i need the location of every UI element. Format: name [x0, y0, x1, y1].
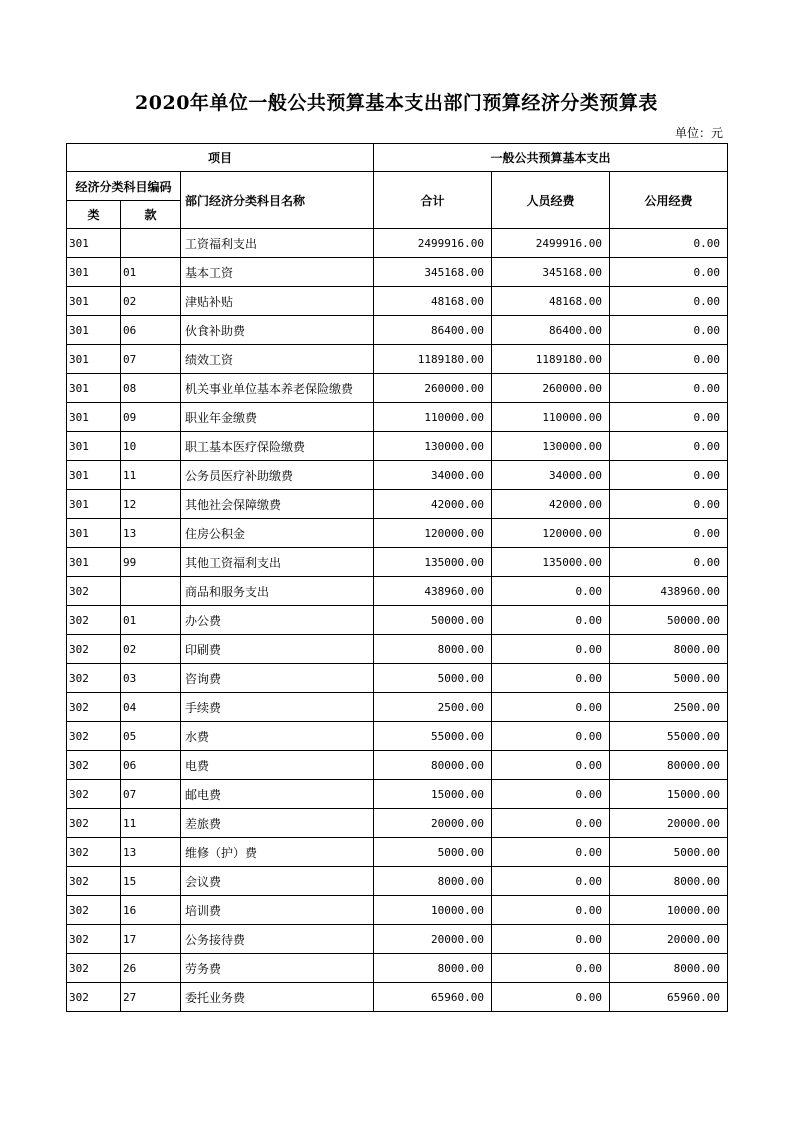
cell-personnel: 0.00: [492, 925, 610, 954]
cell-kuan: [121, 229, 181, 258]
cell-lei: 302: [67, 635, 121, 664]
cell-public: 8000.00: [610, 867, 728, 896]
cell-name: 其他社会保障缴费: [181, 490, 374, 519]
cell-kuan: 03: [121, 664, 181, 693]
cell-name: 职工基本医疗保险缴费: [181, 432, 374, 461]
cell-public: 20000.00: [610, 809, 728, 838]
cell-total: 2500.00: [374, 693, 492, 722]
cell-public: 5000.00: [610, 838, 728, 867]
cell-public: 0.00: [610, 258, 728, 287]
cell-kuan: 01: [121, 606, 181, 635]
cell-total: 15000.00: [374, 780, 492, 809]
cell-lei: 302: [67, 809, 121, 838]
cell-personnel: 110000.00: [492, 403, 610, 432]
table-row: [67, 780, 728, 809]
cell-public: 0.00: [610, 403, 728, 432]
cell-total: 345168.00: [374, 258, 492, 287]
cell-lei: 302: [67, 838, 121, 867]
cell-public: 2500.00: [610, 693, 728, 722]
cell-name: 工资福利支出: [181, 229, 374, 258]
cell-kuan: 11: [121, 461, 181, 490]
cell-total: 42000.00: [374, 490, 492, 519]
table-body: [67, 229, 728, 1012]
cell-total: 120000.00: [374, 519, 492, 548]
cell-public: 0.00: [610, 229, 728, 258]
table-row: [67, 954, 728, 983]
cell-personnel: 130000.00: [492, 432, 610, 461]
table-row: [67, 258, 728, 287]
table-row: [67, 577, 728, 606]
table-row: [67, 693, 728, 722]
cell-total: 55000.00: [374, 722, 492, 751]
cell-lei: 302: [67, 606, 121, 635]
cell-total: 1189180.00: [374, 345, 492, 374]
cell-lei: 301: [67, 229, 121, 258]
cell-public: 10000.00: [610, 896, 728, 925]
cell-public: 0.00: [610, 461, 728, 490]
cell-lei: 302: [67, 867, 121, 896]
table-row: [67, 838, 728, 867]
cell-kuan: 15: [121, 867, 181, 896]
cell-lei: 301: [67, 258, 121, 287]
header-total: 合计: [374, 172, 492, 229]
cell-total: 5000.00: [374, 838, 492, 867]
table-row: [67, 519, 728, 548]
cell-name: 办公费: [181, 606, 374, 635]
cell-public: 0.00: [610, 316, 728, 345]
cell-public: 0.00: [610, 374, 728, 403]
table-row: [67, 345, 728, 374]
cell-lei: 302: [67, 751, 121, 780]
cell-public: 65960.00: [610, 983, 728, 1012]
cell-lei: 301: [67, 345, 121, 374]
table-row: [67, 461, 728, 490]
cell-personnel: 0.00: [492, 635, 610, 664]
cell-lei: 301: [67, 548, 121, 577]
header-econ-code: 经济分类科目编码: [67, 172, 181, 201]
table-row: [67, 432, 728, 461]
table-row: [67, 548, 728, 577]
cell-lei: 301: [67, 403, 121, 432]
table-row: [67, 809, 728, 838]
cell-public: 5000.00: [610, 664, 728, 693]
cell-name: 基本工资: [181, 258, 374, 287]
cell-total: 80000.00: [374, 751, 492, 780]
header-lei: 类: [67, 201, 121, 229]
cell-name: 会议费: [181, 867, 374, 896]
cell-total: 8000.00: [374, 954, 492, 983]
cell-kuan: 26: [121, 954, 181, 983]
cell-kuan: 07: [121, 780, 181, 809]
cell-lei: 302: [67, 693, 121, 722]
header-personnel: 人员经费: [492, 172, 610, 229]
cell-public: 0.00: [610, 490, 728, 519]
cell-name: 培训费: [181, 896, 374, 925]
header-public: 公用经费: [610, 172, 728, 229]
cell-personnel: 86400.00: [492, 316, 610, 345]
cell-kuan: 02: [121, 287, 181, 316]
cell-total: 5000.00: [374, 664, 492, 693]
cell-kuan: 04: [121, 693, 181, 722]
cell-personnel: 120000.00: [492, 519, 610, 548]
cell-kuan: [121, 577, 181, 606]
cell-personnel: 0.00: [492, 751, 610, 780]
cell-public: 0.00: [610, 519, 728, 548]
cell-name: 商品和服务支出: [181, 577, 374, 606]
cell-personnel: 0.00: [492, 838, 610, 867]
cell-kuan: 02: [121, 635, 181, 664]
cell-kuan: 16: [121, 896, 181, 925]
table-row: [67, 635, 728, 664]
table-row: [67, 287, 728, 316]
table-row: [67, 751, 728, 780]
cell-kuan: 06: [121, 751, 181, 780]
cell-lei: 301: [67, 461, 121, 490]
cell-kuan: 08: [121, 374, 181, 403]
cell-personnel: 0.00: [492, 664, 610, 693]
table-row: [67, 925, 728, 954]
cell-name: 其他工资福利支出: [181, 548, 374, 577]
cell-public: 0.00: [610, 287, 728, 316]
cell-name: 机关事业单位基本养老保险缴费: [181, 374, 374, 403]
cell-name: 印刷费: [181, 635, 374, 664]
cell-personnel: 1189180.00: [492, 345, 610, 374]
cell-kuan: 13: [121, 838, 181, 867]
cell-public: 8000.00: [610, 635, 728, 664]
table-row: [67, 896, 728, 925]
cell-personnel: 345168.00: [492, 258, 610, 287]
cell-lei: 301: [67, 374, 121, 403]
cell-kuan: 12: [121, 490, 181, 519]
cell-public: 0.00: [610, 345, 728, 374]
budget-table: [66, 143, 728, 1012]
cell-public: 0.00: [610, 432, 728, 461]
table-row: [67, 229, 728, 258]
cell-total: 20000.00: [374, 925, 492, 954]
cell-personnel: 0.00: [492, 722, 610, 751]
cell-lei: 302: [67, 954, 121, 983]
cell-lei: 302: [67, 780, 121, 809]
cell-lei: 302: [67, 664, 121, 693]
cell-personnel: 0.00: [492, 693, 610, 722]
cell-kuan: 06: [121, 316, 181, 345]
cell-name: 委托业务费: [181, 983, 374, 1012]
cell-total: 50000.00: [374, 606, 492, 635]
cell-kuan: 99: [121, 548, 181, 577]
cell-personnel: 0.00: [492, 606, 610, 635]
table-row: [67, 490, 728, 519]
cell-public: 438960.00: [610, 577, 728, 606]
header-general-budget: 一般公共预算基本支出: [374, 144, 728, 172]
cell-personnel: 42000.00: [492, 490, 610, 519]
cell-name: 劳务费: [181, 954, 374, 983]
cell-lei: 302: [67, 577, 121, 606]
cell-name: 公务接待费: [181, 925, 374, 954]
cell-total: 86400.00: [374, 316, 492, 345]
cell-total: 260000.00: [374, 374, 492, 403]
cell-name: 伙食补助费: [181, 316, 374, 345]
cell-name: 差旅费: [181, 809, 374, 838]
cell-total: 2499916.00: [374, 229, 492, 258]
cell-total: 34000.00: [374, 461, 492, 490]
cell-personnel: 2499916.00: [492, 229, 610, 258]
cell-total: 8000.00: [374, 867, 492, 896]
cell-name: 水费: [181, 722, 374, 751]
cell-total: 8000.00: [374, 635, 492, 664]
table-row: [67, 722, 728, 751]
cell-kuan: 11: [121, 809, 181, 838]
cell-public: 8000.00: [610, 954, 728, 983]
cell-kuan: 10: [121, 432, 181, 461]
cell-name: 职业年金缴费: [181, 403, 374, 432]
table-row: [67, 867, 728, 896]
cell-public: 80000.00: [610, 751, 728, 780]
cell-name: 邮电费: [181, 780, 374, 809]
header-dept-name: 部门经济分类科目名称: [181, 172, 374, 229]
unit-label: 单位：元: [674, 126, 723, 140]
cell-kuan: 01: [121, 258, 181, 287]
cell-public: 20000.00: [610, 925, 728, 954]
cell-personnel: 0.00: [492, 780, 610, 809]
cell-kuan: 05: [121, 722, 181, 751]
page-title: 2020年单位一般公共预算基本支出部门预算经济分类预算表: [135, 92, 658, 114]
cell-name: 津贴补贴: [181, 287, 374, 316]
table-row: [67, 316, 728, 345]
cell-personnel: 0.00: [492, 896, 610, 925]
cell-lei: 302: [67, 925, 121, 954]
table-row: [67, 664, 728, 693]
table-row: [67, 983, 728, 1012]
cell-name: 绩效工资: [181, 345, 374, 374]
cell-kuan: 27: [121, 983, 181, 1012]
cell-personnel: 0.00: [492, 954, 610, 983]
table-row: [67, 606, 728, 635]
cell-lei: 302: [67, 983, 121, 1012]
cell-total: 48168.00: [374, 287, 492, 316]
cell-personnel: 0.00: [492, 983, 610, 1012]
table-row: [67, 403, 728, 432]
cell-kuan: 17: [121, 925, 181, 954]
cell-lei: 301: [67, 316, 121, 345]
cell-public: 55000.00: [610, 722, 728, 751]
cell-total: 20000.00: [374, 809, 492, 838]
cell-total: 135000.00: [374, 548, 492, 577]
cell-personnel: 0.00: [492, 867, 610, 896]
cell-public: 15000.00: [610, 780, 728, 809]
cell-lei: 302: [67, 722, 121, 751]
cell-personnel: 0.00: [492, 809, 610, 838]
cell-kuan: 09: [121, 403, 181, 432]
cell-total: 110000.00: [374, 403, 492, 432]
cell-public: 50000.00: [610, 606, 728, 635]
cell-lei: 301: [67, 287, 121, 316]
cell-kuan: 07: [121, 345, 181, 374]
cell-personnel: 34000.00: [492, 461, 610, 490]
cell-personnel: 260000.00: [492, 374, 610, 403]
cell-total: 130000.00: [374, 432, 492, 461]
cell-name: 电费: [181, 751, 374, 780]
cell-name: 维修（护）费: [181, 838, 374, 867]
cell-lei: 301: [67, 490, 121, 519]
header-project: 项目: [67, 144, 374, 172]
cell-name: 公务员医疗补助缴费: [181, 461, 374, 490]
cell-total: 10000.00: [374, 896, 492, 925]
cell-kuan: 13: [121, 519, 181, 548]
cell-name: 咨询费: [181, 664, 374, 693]
cell-lei: 301: [67, 519, 121, 548]
cell-lei: 302: [67, 896, 121, 925]
cell-personnel: 135000.00: [492, 548, 610, 577]
cell-public: 0.00: [610, 548, 728, 577]
cell-personnel: 48168.00: [492, 287, 610, 316]
cell-total: 438960.00: [374, 577, 492, 606]
header-kuan: 款: [121, 201, 181, 229]
table-row: [67, 374, 728, 403]
cell-name: 住房公积金: [181, 519, 374, 548]
cell-lei: 301: [67, 432, 121, 461]
cell-name: 手续费: [181, 693, 374, 722]
cell-total: 65960.00: [374, 983, 492, 1012]
cell-personnel: 0.00: [492, 577, 610, 606]
